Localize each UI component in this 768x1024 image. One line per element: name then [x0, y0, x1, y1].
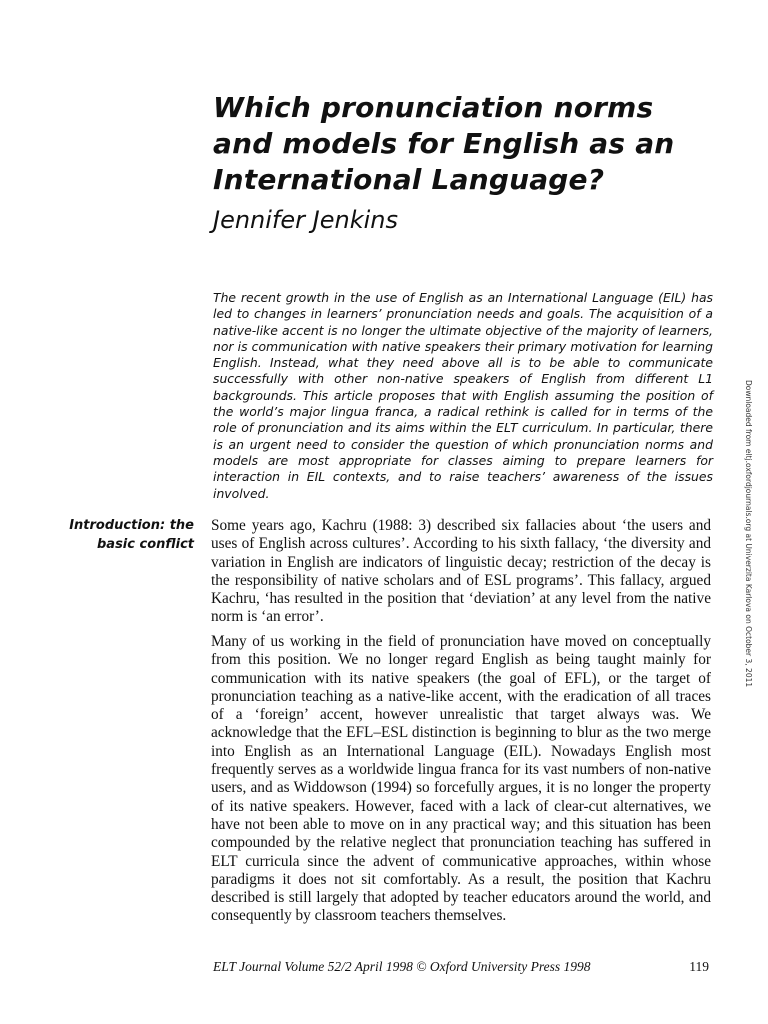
body-paragraph-1: Some years ago, Kachru (1988: 3) described six fallacies about ‘the users and uses of English across cultures’. According to his sixth fallacy, ‘the diversity and variation in English are indicators of linguistic decay; restriction of the decay is the responsibility of native scholars and of ESL programs’. This fallacy, argued Kachru, ‘has resulted in the position that ‘deviation’ at any level from the native norm is ‘an error’.	[211, 517, 711, 626]
article-title: Which pronunciation norms and models for English as an International Language?	[213, 91, 675, 196]
section-heading	[20, 516, 194, 554]
page-footer	[213, 958, 709, 976]
page-number: 119	[689, 959, 709, 974]
journal-citation: ELT Journal Volume 52/2 April 1998 © Oxford University Press 1998	[213, 959, 591, 974]
section-heading-line-1: Introduction: the	[69, 518, 194, 533]
download-watermark: Downloaded from eltj.oxfordjournals.org at Univerzita Karlova on October 3, 2011	[744, 380, 753, 688]
section-heading-line-2: basic conflict	[96, 537, 194, 552]
author-name: Jennifer Jenkins	[213, 206, 398, 234]
abstract: The recent growth in the use of English as an International Language (EIL) has led to changes in learners’ pronunciation needs and goals. The acquisition of a native-like accent is no longer the ultimate objective of the majority of learners, nor is communication with native speakers their primary motivation for learning English. Instead, what they need above all is to be able to communicate successfully with other non-native speakers of English from different L1 backgrounds. This article proposes that with English assuming the position of the world’s major lingua franca, a radical rethink is called for in terms of the role of pronunciation and its aims within the ELT curriculum. In particular, there is an urgent need to consider the question of which pronunciation norms and models are most appropriate for classes aiming to prepare learners for interaction in EIL contexts, and to raise teachers’ awareness of the issues involved.	[213, 290, 713, 501]
body-paragraph-2: Many of us working in the field of pronunciation have moved on conceptually from this position. We no longer regard English as being taught mainly for communication with its native speakers (the goal of EFL), or the target of pronunciation teaching as a native-like accent, with the eradication of all traces of a ‘foreign’ accent, however unrealistic that target always was. We acknowledge that the EFL–ESL distinction is beginning to blur as the two merge into English as an International Language (EIL). Nowadays English most frequently serves as a worldwide lingua franca for its vast numbers of non-native users, and as Widdowson (1994) so forcefully argues, it is no longer the property of its native speakers. However, faced with a lack of clear-cut alternatives, we have not been able to move on in any practical way; and this situation has been compounded by the relative neglect that pronunciation teaching has suffered in ELT curricula since the advent of communicative approaches, within whose paradigms it does not sit comfortably. As a result, the position that Kachru described is still largely that adopted by teacher educators around the world, and consequently by classroom teachers themselves.	[211, 633, 711, 925]
